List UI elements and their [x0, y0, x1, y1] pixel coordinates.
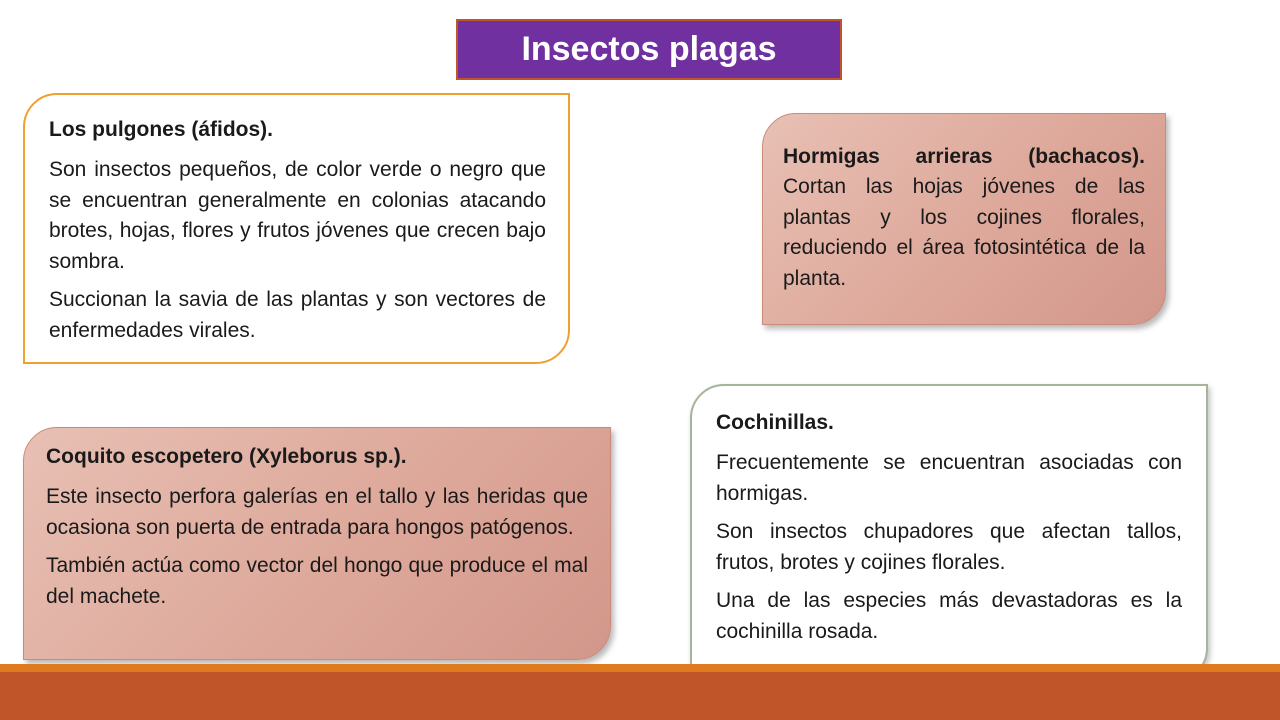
pulgones-description: Son insectos pequeños, de color verde o negro que se encuentran generalmente en colonias atacando brotes, hojas, flores y frutos jóvenes que crecen bajo sombra. [49, 158, 546, 273]
slide-title-text: Insectos plagas [521, 30, 777, 68]
card-pulgones [23, 93, 570, 364]
hormigas-text-block [783, 142, 1145, 294]
pulgones-effects: Succionan la savia de las plantas y son vectores de enfermedades virales. [49, 288, 546, 342]
coquito-vector: También actúa como vector del hongo que produce el mal del machete. [46, 554, 588, 608]
coquito-description: Este insecto perfora galerías en el tallo y las heridas que ocasiona son puerta de entrada para hongos patógenos. [46, 485, 588, 539]
cochinillas-association: Frecuentemente se encuentran asociadas con hormigas. [716, 451, 1182, 505]
footer-band [0, 672, 1280, 720]
card-coquito [23, 427, 611, 660]
cochinillas-species: Una de las especies más devastadoras es la cochinilla rosada. [716, 589, 1182, 643]
cochinillas-damage: Son insectos chupadores que afectan tallos, frutos, brotes y cojines florales. [716, 520, 1182, 574]
card-cochinillas [690, 384, 1208, 682]
pulgones-heading: Los pulgones (áfidos). [49, 118, 273, 141]
cochinillas-heading: Cochinillas. [716, 411, 834, 434]
footer-accent-line [0, 664, 1280, 672]
hormigas-heading: Hormigas arrieras (bachacos). [783, 145, 1145, 168]
coquito-heading: Coquito escopetero (Xyleborus sp.). [46, 445, 407, 468]
card-hormigas [762, 113, 1166, 325]
slide-title [456, 19, 842, 80]
hormigas-description: Cortan las hojas jóvenes de las plantas y los cojines florales, reduciendo el área fotosintética de la planta. [783, 175, 1145, 290]
